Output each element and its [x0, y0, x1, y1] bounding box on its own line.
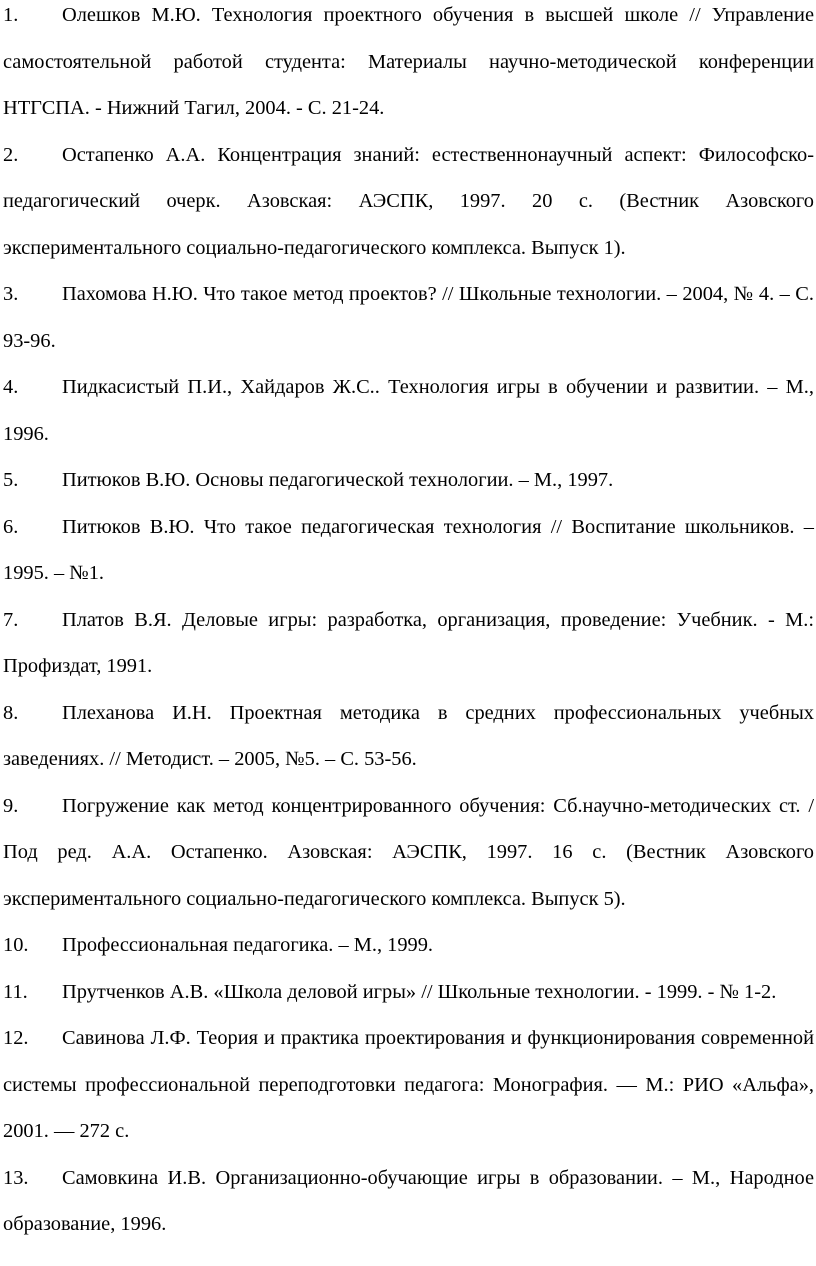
entry-text: Прутченков А.В. «Школа деловой игры» // Школьные технологии. - 1999. - № 1-2. — [62, 980, 777, 1003]
bibliography-list — [3, 0, 814, 1248]
entry-text: Олешков М.Ю. Технология проектного обучения в высшей школе // Управление самостоятельной работой студента: Материалы научно-методической конференции НТГСПА. - Нижний Тагил, 2004. - С. 21-24. — [3, 4, 814, 119]
bibliography-entry-1 — [3, 0, 814, 132]
entry-number: 1. — [3, 4, 19, 26]
entry-text: Остапенко А.А. Концентрация знаний: естественнонаучный аспект: Философско-педагогический очерк. Азовская: АЭСПК, 1997. 20 с. (Вестник Азовского экспериментального социально-педагогического комплекса. Выпуск 1). — [3, 143, 814, 259]
bibliography-entry-11 — [3, 969, 814, 1016]
entry-number: 10. — [3, 934, 29, 956]
bibliography-entry-4 — [3, 364, 814, 457]
entry-number: 13. — [3, 1166, 29, 1189]
bibliography-entry-5 — [3, 457, 814, 504]
bibliography-entry-7 — [3, 597, 814, 690]
entry-number: 4. — [3, 376, 19, 398]
bibliography-entry-10 — [3, 922, 814, 969]
entry-text: Савинова Л.Ф. Теория и практика проектирования и функционирования современной системы профессиональной переподготовки педагога: Монография. — М.: РИО «Альфа», 2001. — 272 с. — [3, 1027, 814, 1142]
entry-text: Самовкина И.В. Организационно-обучающие игры в образовании. – М., Народное образование, 1996. — [3, 1166, 814, 1235]
entry-text: Пидкасистый П.И., Хайдаров Ж.С.. Технология игры в обучении и развитии. – М., 1996. — [3, 376, 814, 445]
entry-number: 2. — [3, 143, 19, 166]
entry-text: Профессиональная педагогика. – М., 1999. — [62, 934, 434, 956]
entry-text: Питюков В.Ю. Основы педагогической технологии. – М., 1997. — [62, 469, 614, 491]
bibliography-entry-13 — [3, 1155, 814, 1248]
entry-number: 3. — [3, 283, 19, 305]
bibliography-entry-2 — [3, 132, 814, 272]
bibliography-entry-12 — [3, 1015, 814, 1155]
entry-number: 5. — [3, 469, 19, 491]
entry-text: Пахомова Н.Ю. Что такое метод проектов? // Школьные технологии. – 2004, № 4. – С. 93-96. — [3, 283, 814, 352]
entry-number: 6. — [3, 515, 19, 538]
entry-number: 9. — [3, 794, 19, 817]
bibliography-entry-6 — [3, 504, 814, 597]
entry-number: 11. — [3, 980, 28, 1003]
entry-text: Погружение как метод концентрированного обучения: Сб.научно-методических ст. / Под ред. А.А. Остапенко. Азовская: АЭСПК, 1997. 16 с. (Вестник Азовского экспериментального социально-педагогического комплекса. Выпуск 5). — [3, 794, 814, 910]
entry-text: Питюков В.Ю. Что такое педагогическая технология // Воспитание школьников. – 1995. – №1. — [3, 515, 814, 584]
bibliography-entry-9 — [3, 783, 814, 923]
entry-number: 8. — [3, 701, 19, 724]
bibliography-entry-3 — [3, 271, 814, 364]
bibliography-entry-8 — [3, 690, 814, 783]
entry-number: 7. — [3, 608, 19, 631]
entry-text: Плеханова И.Н. Проектная методика в средних профессиональных учебных заведениях. // Методист. – 2005, №5. – С. 53-56. — [3, 701, 814, 770]
entry-number: 12. — [3, 1027, 29, 1049]
entry-text: Платов В.Я. Деловые игры: разработка, организация, проведение: Учебник. - М.: Профиздат, 1991. — [3, 608, 814, 677]
